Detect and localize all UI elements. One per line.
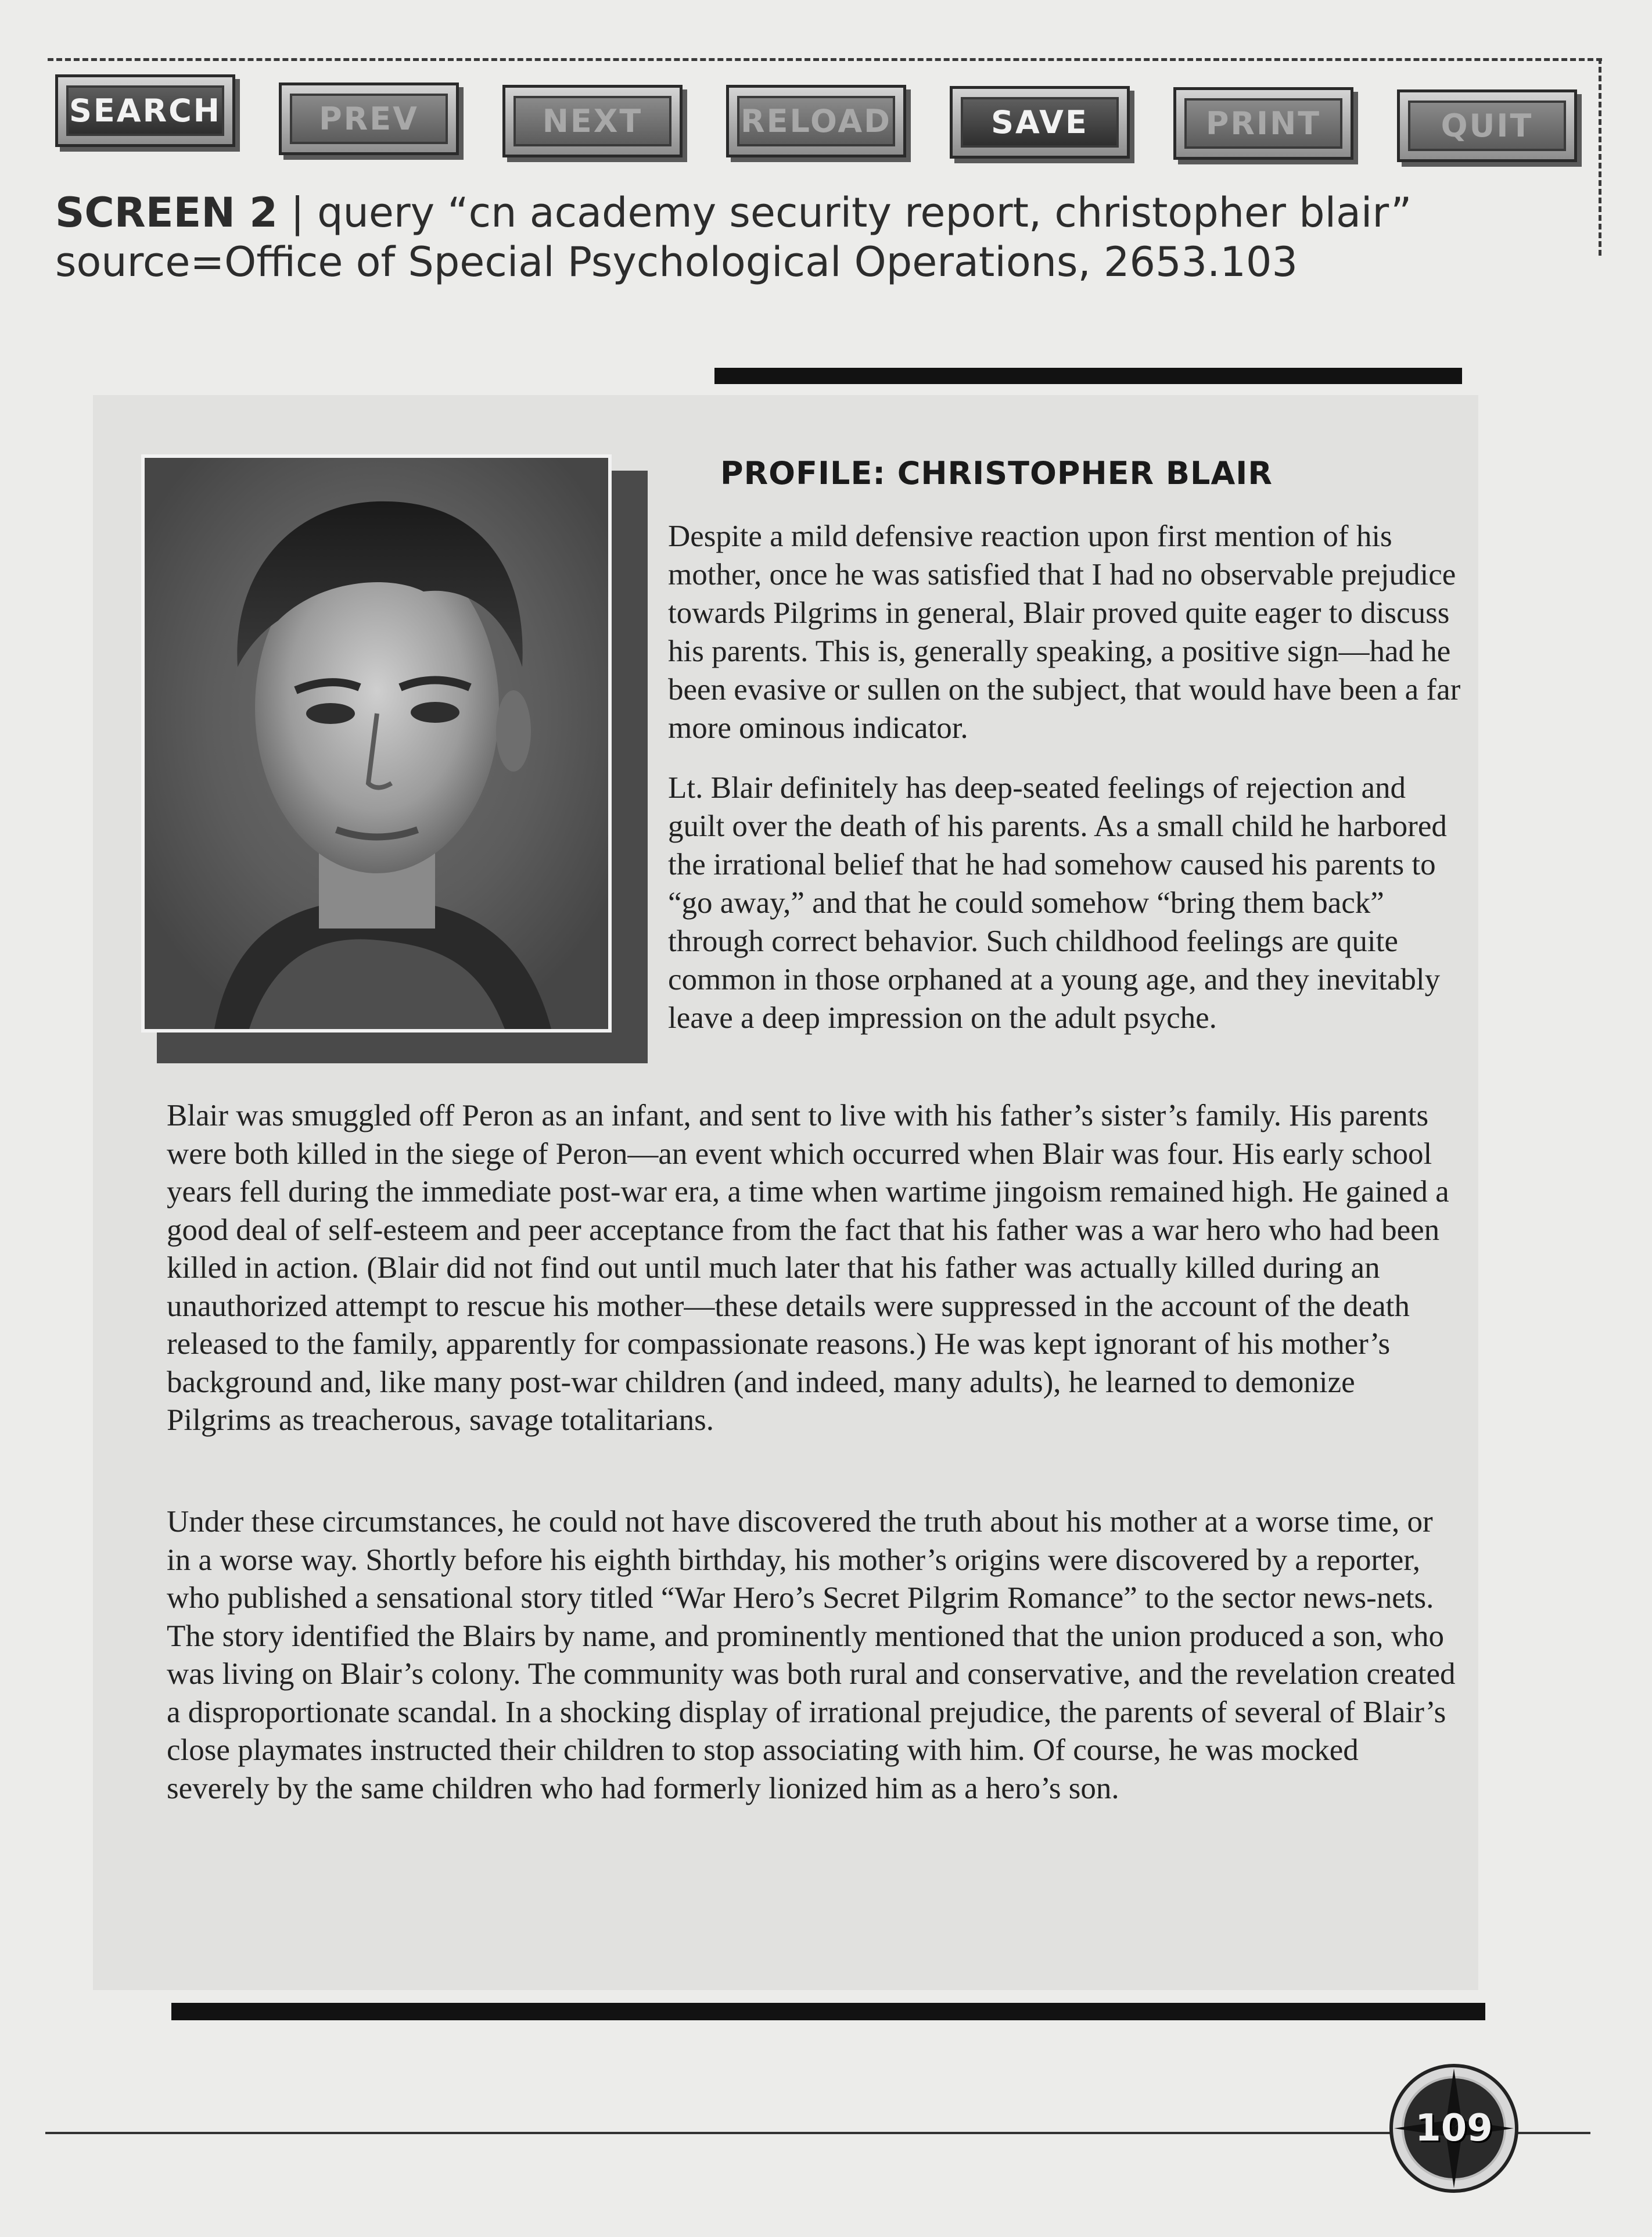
header-query-line: [55, 189, 1412, 236]
quit-button-label: QUIT: [1441, 107, 1534, 144]
query-text: | query “cn academy security report, christopher blair”: [277, 189, 1412, 236]
profile-title: PROFILE: CHRISTOPHER BLAIR: [720, 455, 1273, 492]
prev-button-label: PREV: [319, 101, 419, 137]
next-button-label: NEXT: [542, 103, 643, 139]
toolbar: [55, 74, 1580, 162]
screen-label: SCREEN 2: [55, 189, 278, 236]
dashed-frame-top: [48, 58, 1602, 61]
bottom-rule: [171, 2003, 1485, 2020]
reload-button[interactable]: [726, 85, 906, 157]
quit-button[interactable]: [1397, 89, 1577, 162]
profile-paragraph-3: Blair was smuggled off Peron as an infant, and sent to live with his father’s sister’s family. His parents were both killed in the siege of Peron—an event which occurred when Blair was four. His early school years fell during the immediate post-war era, a time when wartime jingoism remained high. He gained a good deal of self-esteem and peer acceptance from the fact that his father was a war hero who had been killed in action. (Blair did not find out until much later that his father was actually killed during an unauthorized attempt to rescue his mother—these details were suppressed in the account of the death released to the family, apparently for compassionate reasons.) He was kept ignorant of his mother’s background and, like many post-war children (and indeed, many adults), he learned to demonize Pilgrims as treacherous, savage totalitarians.: [167, 1099, 1449, 1437]
portrait-photo: [141, 454, 612, 1033]
save-button-label: SAVE: [991, 104, 1089, 141]
top-rule: [714, 368, 1462, 384]
save-button[interactable]: [950, 86, 1130, 159]
search-button-label: SEARCH: [69, 92, 221, 129]
print-button-label: PRINT: [1205, 105, 1321, 142]
header-source-line: source=Office of Special Psychological Operations, 2653.103: [55, 238, 1298, 286]
search-button[interactable]: [55, 74, 235, 147]
next-button[interactable]: [502, 85, 683, 157]
profile-paragraph-1: Despite a mild defensive reaction upon first mention of his mother, once he was satisfied that I had no observable prejudice towards Pilgrims in general, Blair proved quite eager to discuss his parents. This is, generally speaking, a positive sign—had he been evasive or sullen on the subject, that would have been a far more ominous indicator.: [668, 519, 1461, 745]
footer-rule: [45, 2132, 1590, 2134]
profile-paragraph-2: Lt. Blair definitely has deep-seated feelings of rejection and guilt over the death of his parents. As a small child he harbored the irrational belief that he had somehow caused his parents to “go away,” and that he could somehow “bring them back” through correct behavior. Such childhood feelings are quite common in those orphaned at a young age, and they inevitably leave a deep impression on the adult psyche.: [668, 771, 1447, 1035]
dashed-frame-right: [1599, 58, 1601, 256]
page-number: 109: [1415, 2107, 1493, 2150]
print-button[interactable]: [1173, 87, 1353, 160]
prev-button[interactable]: [279, 83, 459, 155]
page-number-badge: [1387, 2062, 1521, 2195]
portrait-illustration: [145, 458, 608, 1029]
profile-paragraph-4: Under these circumstances, he could not have discovered the truth about his mother at a worse time, or in a worse way. Shortly before his eighth birthday, his mother’s origins were discovered by a reporter, who published a sensational story titled “War Hero’s Secret Pilgrim Romance” to the sector news-nets. The story identified the Blairs by name, and prominently mentioned that the union produced a son, who was living on Blair’s colony. The community was both rural and conservative, and the revelation created a disproportionate scandal. In a shocking display of irrational prejudice, the parents of several of Blair’s close playmates instructed their children to stop associating with him. Of course, he was mocked severely by the same children who had formerly lionized him as a hero’s son.: [167, 1505, 1456, 1805]
reload-button-label: RELOAD: [740, 103, 892, 139]
